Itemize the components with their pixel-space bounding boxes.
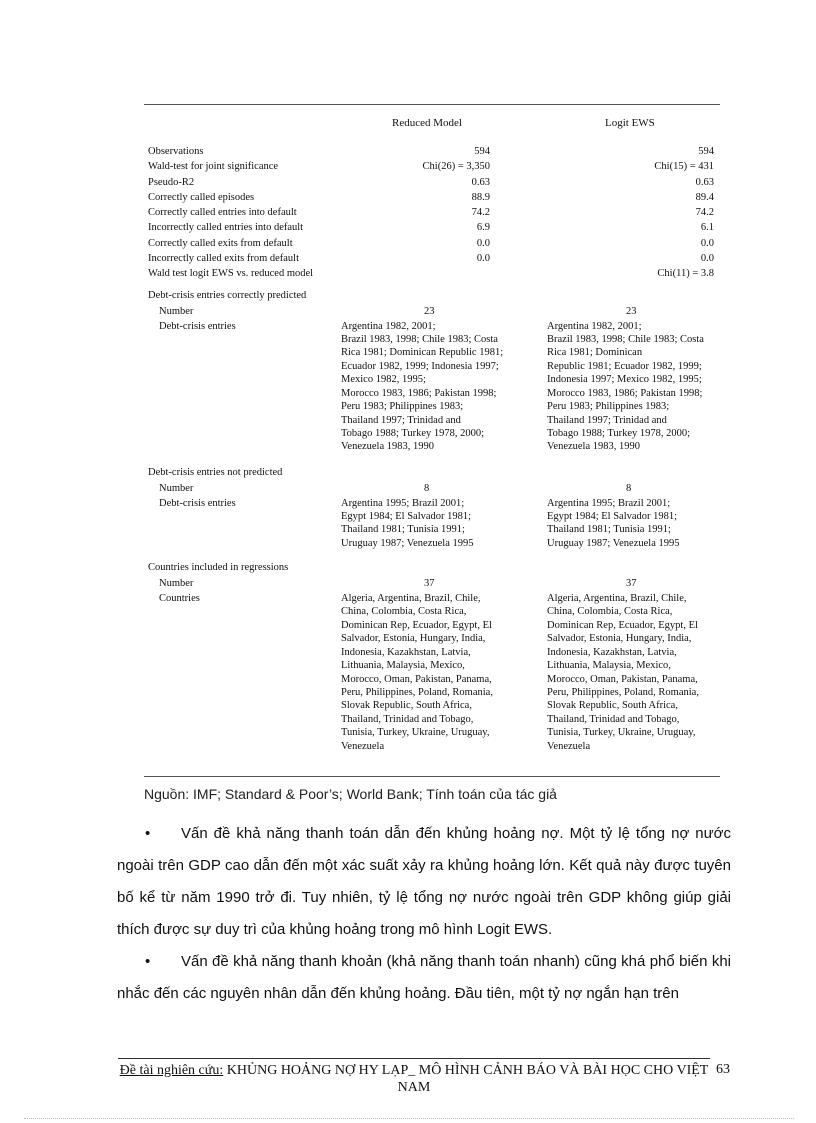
section-title <box>144 466 720 482</box>
list-line: Salvador, Estonia, Hungary, India, <box>341 633 486 645</box>
footer-rule <box>118 1058 710 1059</box>
list-line: Indonesia, Kazakhstan, Latvia, <box>547 646 677 658</box>
logit-ews-value: 6.1 <box>700 222 714 234</box>
sections <box>144 289 720 760</box>
list-line: Morocco, Oman, Pakistan, Panama, <box>547 673 698 685</box>
list-block <box>144 497 720 555</box>
reduced-model-value: 6.9 <box>476 222 490 234</box>
reduced-model-value: 0.63 <box>471 176 490 188</box>
reduced-model-list <box>341 497 517 551</box>
logit-ews-list <box>547 592 723 753</box>
list-line: Peru, Philippines, Poland, Romania, <box>547 686 699 698</box>
section-title-text: Debt-crisis entries not predicted <box>148 466 283 478</box>
page-number: 63 <box>716 1062 730 1077</box>
section-title-text: Debt-crisis entries correctly predicted <box>148 289 307 301</box>
list-line: Thailand 1997; Trinidad and <box>547 414 667 426</box>
list-label: Debt-crisis entries <box>159 497 236 509</box>
reduced-model-number: 23 <box>424 305 435 317</box>
reduced-model-value: 0.0 <box>476 253 490 265</box>
table-row <box>144 237 720 252</box>
row-label: Correctly called episodes <box>148 191 255 203</box>
row-label: Observations <box>148 146 204 157</box>
list-line: Indonesia 1997; Mexico 1982, 1995; <box>547 374 702 386</box>
number-row <box>144 305 720 320</box>
list-line: Argentina 1982, 2001; <box>341 320 436 332</box>
list-line: Egypt 1984; El Salvador 1981; <box>547 511 678 523</box>
list-line: Brazil 1983, 1998; Chile 1983; Costa <box>547 334 704 346</box>
list-line: Peru 1983; Philippines 1983; <box>547 401 670 413</box>
list-line: Venezuela 1983, 1990 <box>547 441 641 453</box>
list-line: Morocco, Oman, Pakistan, Panama, <box>341 673 492 685</box>
list-line: Indonesia, Kazakhstan, Latvia, <box>341 646 471 658</box>
table-bottom-rule <box>144 776 720 777</box>
col-header-reduced-model: Reduced Model <box>392 117 462 129</box>
list-line: Venezuela 1983, 1990 <box>341 441 435 453</box>
reduced-model-value: 594 <box>474 146 490 157</box>
page-footer <box>118 1062 710 1096</box>
list-line: China, Colombia, Costa Rica, <box>547 606 673 618</box>
table-row <box>144 145 720 160</box>
row-label: Incorrectly called exits from default <box>148 253 300 265</box>
list-line: China, Colombia, Costa Rica, <box>341 606 467 618</box>
list-line: Argentina 1995; Brazil 2001; <box>341 497 465 509</box>
logit-ews-value: 74.2 <box>695 207 714 219</box>
list-label: Debt-crisis entries <box>159 320 236 332</box>
list-line: Morocco 1983, 1986; Pakistan 1998; <box>547 387 703 399</box>
number-label: Number <box>159 482 194 494</box>
table-row <box>144 191 720 206</box>
stats-rows <box>144 145 720 283</box>
reduced-model-list <box>341 320 517 454</box>
list-line: Dominican Rep, Ecuador, Egypt, El <box>547 619 698 631</box>
table-row <box>144 160 720 175</box>
list-line: Rica 1981; Dominican <box>547 347 643 359</box>
list-line: Egypt 1984; El Salvador 1981; <box>341 511 472 523</box>
page-edge-dots <box>24 1118 794 1119</box>
list-line: Thailand, Trinidad and Tobago, <box>341 713 474 725</box>
reduced-model-value: Chi(26) = 3,350 <box>422 161 490 173</box>
row-label: Wald-test for joint significance <box>148 161 279 173</box>
logit-ews-list <box>547 320 723 454</box>
list-line: Morocco 1983, 1986; Pakistan 1998; <box>341 387 497 399</box>
list-line: Salvador, Estonia, Hungary, India, <box>547 633 692 645</box>
logit-ews-number: 37 <box>626 578 637 590</box>
list-line: Slovak Republic, South Africa, <box>341 700 472 712</box>
list-line: Venezuela <box>547 740 591 752</box>
list-block <box>144 320 720 460</box>
logit-ews-number: 8 <box>626 482 632 494</box>
list-line: Brazil 1983, 1998; Chile 1983; Costa <box>341 334 498 346</box>
list-line: Ecuador 1982, 1999; Indonesia 1997; <box>341 360 499 372</box>
reduced-model-list <box>341 592 517 753</box>
row-label: Pseudo-R2 <box>148 176 195 188</box>
section-title <box>144 561 720 577</box>
logit-ews-list <box>547 497 723 551</box>
section-title-text: Countries included in regressions <box>148 562 289 574</box>
row-label: Correctly called entries into default <box>148 207 297 219</box>
list-line: Argentina 1995; Brazil 2001; <box>547 497 671 509</box>
list-line: Peru, Philippines, Poland, Romania, <box>341 686 493 698</box>
table-row <box>144 176 720 191</box>
list-line: Uruguay 1987; Venezuela 1995 <box>341 537 474 549</box>
table-row <box>144 221 720 236</box>
logit-ews-value: Chi(11) = 3.8 <box>657 268 714 280</box>
results-table <box>144 104 720 759</box>
row-label: Correctly called exits from default <box>148 237 293 249</box>
list-line: Thailand, Trinidad and Tobago, <box>547 713 680 725</box>
list-line: Tobago 1988; Turkey 1978, 2000; <box>547 427 691 439</box>
source-note: Nguồn: IMF; Standard & Poor’s; World Bank; Tính toán của tác giả <box>144 786 557 802</box>
reduced-model-value: 0.0 <box>476 237 490 249</box>
table-row <box>144 252 720 267</box>
list-line: Tunisia, Turkey, Ukraine, Uruguay, <box>341 727 490 739</box>
list-line: Thailand 1981; Tunisia 1991; <box>341 524 465 536</box>
logit-ews-value: 0.0 <box>700 237 714 249</box>
paragraph-liquidity <box>117 946 731 1010</box>
col-header-logit-ews: Logit EWS <box>605 117 655 129</box>
reduced-model-value: 74.2 <box>471 207 490 219</box>
list-line: Lithuania, Malaysia, Mexico, <box>547 660 671 672</box>
paragraph-solvency <box>117 818 731 946</box>
logit-ews-value: Chi(15) = 431 <box>654 161 714 173</box>
list-line: Argentina 1982, 2001; <box>547 320 642 332</box>
number-row <box>144 577 720 592</box>
reduced-model-value: 88.9 <box>471 191 490 203</box>
logit-ews-value: 0.0 <box>700 253 714 265</box>
table-row <box>144 206 720 221</box>
reduced-model-number: 37 <box>424 578 435 590</box>
table-top-rule <box>144 104 720 105</box>
bullet-icon: • <box>145 825 151 842</box>
logit-ews-value: 594 <box>698 146 714 157</box>
list-label: Countries <box>159 593 200 605</box>
paragraph-text: Vấn đề khả năng thanh toán dẫn đến khủng hoảng nợ. Một tỷ lệ tổng nợ nước ngoài trên GDP cao dẫn đến một xác suất xảy ra khủng hoảng lớn. Kết quả này được tuyên bố kể từ năm 1990 trở đi. Tuy nhiên, tỷ lệ tổng nợ nước ngoài trên GDP không giúp giải thích được sự duy trì của khủng hoảng trong mô hình Logit EWS. <box>117 825 731 938</box>
list-line: Lithuania, Malaysia, Mexico, <box>341 660 465 672</box>
number-label: Number <box>159 305 194 317</box>
bullet-icon: • <box>145 953 151 970</box>
table-row <box>144 267 720 282</box>
footer-title: KHỦNG HOẢNG NỢ HY LẠP_ MÔ HÌNH CẢNH BÁO VÀ BÀI HỌC CHO VIỆT NAM <box>223 1063 709 1095</box>
logit-ews-number: 23 <box>626 305 637 317</box>
list-line: Republic 1981; Ecuador 1982, 1999; <box>547 360 702 372</box>
list-line: Algeria, Argentina, Brazil, Chile, <box>341 593 481 605</box>
list-line: Thailand 1981; Tunisia 1991; <box>547 524 671 536</box>
list-line: Rica 1981; Dominican Republic 1981; <box>341 347 504 359</box>
list-line: Mexico 1982, 1995; <box>341 374 426 386</box>
list-line: Algeria, Argentina, Brazil, Chile, <box>547 593 687 605</box>
paragraph-text: Vấn đề khả năng thanh khoản (khả năng thanh toán nhanh) cũng khá phổ biến khi nhắc đến các nguyên nhân dẫn đến khủng hoảng. Đầu tiên, một tỷ nợ ngắn hạn trên <box>117 953 731 1002</box>
reduced-model-number: 8 <box>424 482 430 494</box>
list-line: Peru 1983; Philippines 1983; <box>341 401 464 413</box>
list-line: Slovak Republic, South Africa, <box>547 700 678 712</box>
logit-ews-value: 0.63 <box>695 176 714 188</box>
table-header-row <box>144 115 720 145</box>
list-line: Tobago 1988; Turkey 1978, 2000; <box>341 427 485 439</box>
section-title <box>144 289 720 305</box>
list-line: Tunisia, Turkey, Ukraine, Uruguay, <box>547 727 696 739</box>
number-row <box>144 482 720 497</box>
list-block <box>144 592 720 759</box>
list-line: Dominican Rep, Ecuador, Egypt, El <box>341 619 492 631</box>
row-label: Wald test logit EWS vs. reduced model <box>148 268 314 280</box>
list-line: Venezuela <box>341 740 385 752</box>
logit-ews-value: 89.4 <box>695 191 714 203</box>
footer-prefix: Đề tài nghiên cứu: <box>119 1063 224 1078</box>
number-label: Number <box>159 578 194 590</box>
list-line: Thailand 1997; Trinidad and <box>341 414 461 426</box>
list-line: Uruguay 1987; Venezuela 1995 <box>547 537 680 549</box>
row-label: Incorrectly called entries into default <box>148 222 304 234</box>
